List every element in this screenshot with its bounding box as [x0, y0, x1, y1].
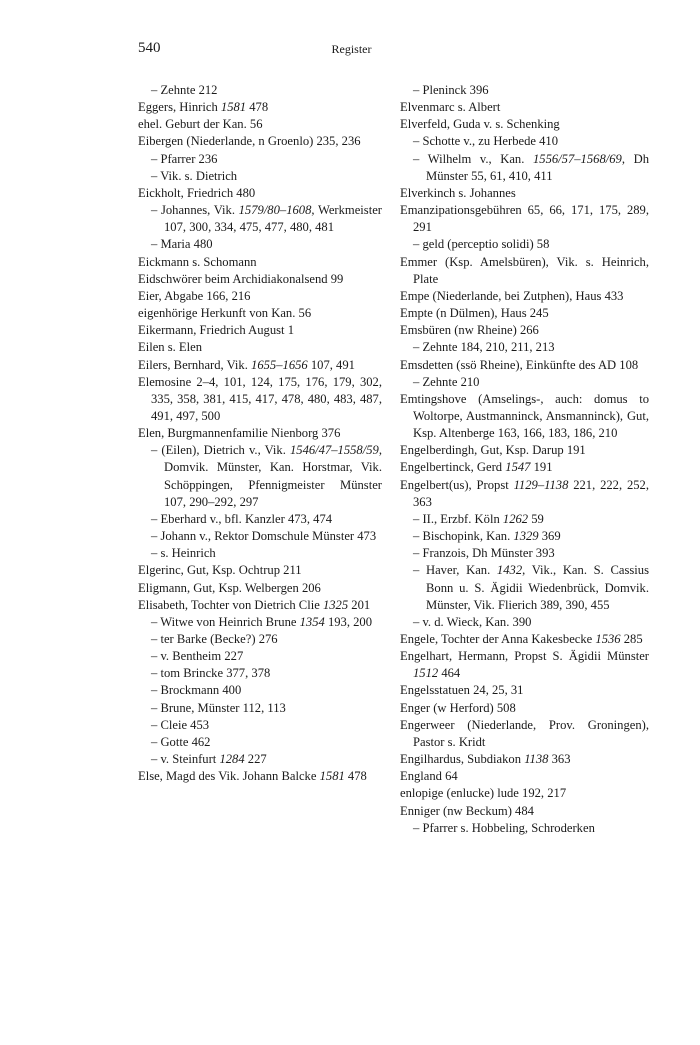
entry-text: Elverkinch s. Johannes: [400, 185, 516, 200]
entry-date: 1432: [496, 563, 523, 578]
entry-text: Elen, Burgmannenfamilie Nienborg 376: [138, 426, 341, 441]
entry-date: 1512: [413, 666, 439, 681]
index-entry: [138, 254, 382, 271]
entry-text: Elverfeld, Guda v. s. Schenking: [400, 117, 560, 132]
entry-dash: –: [151, 683, 161, 698]
entry-date: 1546/47–1558/59: [289, 443, 379, 458]
entry-date: 1329: [513, 529, 539, 544]
index-entry: [138, 580, 382, 597]
entry-text: Zehnte 184, 210, 211, 213: [422, 340, 555, 355]
index-entry: [138, 528, 382, 545]
index-entry: [400, 751, 649, 768]
entry-dash: –: [151, 511, 161, 526]
entry-dash: –: [413, 151, 428, 166]
index-entry: [400, 322, 649, 339]
entry-text: , Werkmeister 107, 300, 334, 475, 477, 480, 481: [164, 203, 382, 235]
entry-text: Brockmann 400: [160, 683, 242, 698]
index-entry: [138, 374, 382, 425]
entry-text: Johann v., Rektor Domschule Münster 473: [160, 529, 377, 544]
entry-text: Maria 480: [160, 237, 213, 252]
entry-text: Empe (Niederlande, bei Zutphen), Haus 433: [400, 288, 624, 303]
index-entry: [400, 202, 649, 236]
entry-text: tom Brincke 377, 378: [160, 666, 271, 681]
entry-text: ter Barke (Becke?) 276: [160, 632, 278, 646]
index-entry: [400, 99, 649, 116]
index-entry: [400, 562, 649, 613]
entry-text: 227: [244, 752, 267, 767]
index-entry: [400, 82, 649, 99]
entry-text: 369: [538, 529, 561, 544]
index-entry: [400, 768, 649, 785]
entry-text: enlopige (enlucke) lude 192, 217: [400, 786, 567, 801]
index-entry: [138, 700, 382, 717]
index-entry: [138, 133, 382, 150]
index-entry: [400, 339, 649, 356]
entry-text: Elvenmarc s. Albert: [400, 100, 501, 115]
index-entry: [138, 751, 382, 768]
index-entry: [400, 305, 649, 322]
entry-date: 1556/57–1568/69: [532, 151, 622, 166]
entry-dash: –: [151, 168, 161, 183]
entry-text: Eibergen (Niederlande, n Groenlo) 235, 236: [138, 134, 361, 149]
entry-date: 1138: [524, 752, 549, 767]
page-number: 540: [138, 40, 161, 56]
page-header: [138, 40, 565, 60]
index-entry: [138, 562, 382, 579]
index-entry: [400, 631, 649, 648]
entry-text: Emsbüren (nw Rheine) 266: [400, 323, 539, 338]
entry-text: Cleie 453: [160, 717, 210, 732]
index-entry: [138, 151, 382, 168]
index-entry: [400, 528, 649, 545]
index-entry: [400, 374, 649, 391]
index-entry: [138, 768, 382, 785]
entry-text: Emtingshove (Amselings-, auch: domus to Woltorpe, Austmanninck, Ansmanninck), Gut, Ksp. Altenberge 163, 166, 183, 186, 210: [400, 391, 649, 441]
entry-dash: –: [151, 203, 161, 218]
entry-dash: –: [151, 752, 161, 767]
entry-text: Haver, Kan.: [426, 563, 497, 578]
entry-text: Eikermann, Friedrich August 1: [138, 323, 294, 338]
index-entry: [400, 700, 649, 717]
entry-text: Pfarrer 236: [160, 151, 218, 166]
entry-dash: –: [151, 632, 161, 646]
index-entry: [138, 236, 382, 253]
entry-date: 1262: [502, 511, 529, 526]
entry-text: Engelbert(us), Propst: [400, 477, 514, 492]
running-title: Register: [331, 42, 372, 56]
entry-dash: –: [151, 546, 161, 561]
entry-text: Pfarrer s. Hobbeling, Schroderken: [422, 820, 595, 835]
entry-text: Franzois, Dh Münster 393: [422, 546, 555, 561]
entry-text: Eligmann, Gut, Ksp. Welbergen 206: [138, 580, 321, 595]
entry-text: Engelbertinck, Gerd: [400, 460, 506, 475]
index-entry: [138, 82, 382, 99]
entry-dash: –: [413, 546, 423, 561]
entry-text: Pleninck 396: [422, 83, 489, 97]
entry-text: Eidschwörer beim Archidiakonalsend 99: [138, 271, 344, 286]
entry-dash: –: [413, 529, 423, 544]
entry-date: 1325: [322, 597, 349, 612]
entry-text: (Eilen), Dietrich v., Vik.: [161, 443, 290, 458]
entry-text: s. Heinrich: [160, 546, 216, 561]
index-entry: [400, 236, 649, 253]
index-entry: [138, 271, 382, 288]
entry-text: 363: [548, 752, 571, 767]
entry-text: ehel. Geburt der Kan. 56: [138, 117, 263, 132]
entry-text: Brune, Münster 112, 113: [160, 700, 286, 715]
entry-text: Vik. s. Dietrich: [160, 168, 238, 183]
entry-text: Witwe von Heinrich Brune: [160, 614, 300, 629]
entry-text: Eickmann s. Schomann: [138, 254, 257, 269]
entry-dash: –: [151, 700, 161, 715]
entry-dash: –: [151, 83, 161, 97]
index-entry: [400, 288, 649, 305]
entry-dash: –: [151, 666, 161, 681]
entry-text: Emmer (Ksp. Amelsbüren), Vik. s. Heinrich, Plate: [400, 254, 649, 286]
entry-text: 478: [344, 769, 367, 784]
index-entry: [400, 133, 649, 150]
entry-text: geld (perceptio solidi) 58: [422, 237, 550, 252]
entry-dash: –: [151, 151, 161, 166]
index-entry: [138, 168, 382, 185]
entry-text: Eier, Abgabe 166, 216: [138, 288, 251, 303]
entry-dash: –: [151, 734, 161, 749]
entry-dash: –: [151, 443, 162, 458]
entry-dash: –: [413, 340, 423, 355]
entry-text: 478: [246, 100, 269, 115]
entry-text: Schotte v., zu Herbede 410: [422, 134, 559, 149]
index-entry: [138, 202, 382, 236]
entry-text: Elemosine 2–4, 101, 124, 175, 176, 179, 302, 335, 358, 381, 415, 417, 478, 480, 483, 487, 491, 497, 500: [138, 374, 382, 423]
entry-dash: –: [151, 649, 161, 664]
index-entry: [400, 820, 649, 837]
entry-text: England 64: [400, 769, 458, 784]
entry-text: , Vik., Kan. S. Cassius Bonn u. S. Ägidii Wiedenbrück, Domvik. Münster, Vik. Flierich 389, 390, 455: [426, 563, 649, 612]
entry-text: Empte (n Dülmen), Haus 245: [400, 306, 549, 321]
entry-date: 1536: [595, 632, 621, 646]
entry-dash: –: [151, 237, 161, 252]
index-entry: [400, 477, 649, 511]
entry-text: Bischopink, Kan.: [422, 529, 514, 544]
index-entry: [400, 391, 649, 442]
entry-date: 1129–1138: [513, 477, 569, 492]
index-entry: [400, 185, 649, 202]
index-entry: [138, 442, 382, 511]
entry-dash: –: [413, 374, 423, 389]
entry-text: Else, Magd des Vik. Johann Balcke: [138, 769, 320, 784]
entry-text: 191: [530, 460, 553, 475]
entry-text: eigenhörige Herkunft von Kan. 56: [138, 306, 312, 321]
entry-date: 1581: [220, 100, 247, 115]
index-entry: [138, 339, 382, 356]
entry-date: 1581: [319, 769, 345, 784]
entry-text: Engelsstatuen 24, 25, 31: [400, 683, 524, 698]
index-entry: [138, 631, 382, 648]
entry-dash: –: [413, 820, 423, 835]
entry-text: Elisabeth, Tochter von Dietrich Clie: [138, 597, 323, 612]
entry-text: Johannes, Vik.: [160, 203, 239, 218]
index-entry: [138, 511, 382, 528]
entry-dash: –: [151, 614, 161, 629]
entry-text: Enniger (nw Beckum) 484: [400, 803, 534, 818]
index-entry: [400, 785, 649, 802]
entry-text: Enger (w Herford) 508: [400, 700, 516, 715]
entry-text: 464: [438, 666, 461, 681]
entry-text: Eberhard v., bfl. Kanzler 473, 474: [160, 511, 333, 526]
index-entry: [138, 734, 382, 751]
entry-text: v. d. Wieck, Kan. 390: [422, 614, 532, 629]
entry-text: Engele, Tochter der Anna Kakesbecke: [400, 632, 596, 646]
index-entry: [138, 425, 382, 442]
entry-dash: –: [413, 563, 426, 578]
index-entry: [400, 459, 649, 476]
entry-text: Eilen s. Elen: [138, 340, 203, 355]
entry-text: 221, 222, 252, 363: [413, 477, 649, 509]
entry-text: Elgerinc, Gut, Ksp. Ochtrup 211: [138, 563, 302, 578]
index-entry: [400, 717, 649, 751]
entry-text: Zehnte 212: [160, 83, 218, 97]
entry-text: Engerweer (Niederlande, Prov. Groningen), Pastor s. Kridt: [400, 717, 649, 749]
entry-dash: –: [413, 83, 423, 97]
index-entry: [400, 151, 649, 185]
entry-date: 1579/80–1608: [238, 203, 312, 218]
entry-date: 1284: [219, 752, 245, 767]
entry-date: 1655–1656: [251, 357, 308, 372]
index-entry: [138, 116, 382, 133]
entry-text: Eickholt, Friedrich 480: [138, 185, 256, 200]
index-entry: [400, 648, 649, 682]
entry-dash: –: [413, 511, 423, 526]
entry-text: 285: [620, 632, 643, 646]
index-entry: [138, 185, 382, 202]
index-entry: [138, 288, 382, 305]
entry-text: Zehnte 210: [422, 374, 480, 389]
entry-text: Engelhart, Hermann, Propst S. Ägidii Münster: [400, 649, 649, 664]
index-entry: [400, 116, 649, 133]
entry-text: Emsdetten (ssö Rheine), Einkünfte des AD 108: [400, 357, 639, 372]
index-entry: [400, 614, 649, 631]
index-entry: [400, 803, 649, 820]
index-entry: [400, 254, 649, 288]
index-entry: [138, 597, 382, 614]
index-entry: [138, 305, 382, 322]
entry-text: 107, 491: [307, 357, 355, 372]
index-entry: [138, 648, 382, 665]
index-entry: [400, 545, 649, 562]
index-entry: [400, 357, 649, 374]
entry-text: 201: [348, 597, 371, 612]
index-entry: [138, 665, 382, 682]
entry-text: 59: [528, 511, 544, 526]
entry-date: 1354: [299, 614, 325, 629]
index-entry: [138, 322, 382, 339]
entry-dash: –: [413, 614, 423, 629]
entry-date: 1547: [505, 460, 531, 475]
entry-dash: –: [413, 237, 423, 252]
entry-text: Engilhardus, Subdiakon: [400, 752, 525, 767]
index-entry: [400, 442, 649, 459]
index-entry: [138, 545, 382, 562]
entry-text: Wilhelm v., Kan.: [427, 151, 533, 166]
entry-text: Engelberdingh, Gut, Ksp. Darup 191: [400, 443, 586, 458]
entry-text: Gotte 462: [160, 734, 211, 749]
entry-text: Eilers, Bernhard, Vik.: [138, 357, 252, 372]
index-entry: [138, 614, 382, 631]
entry-text: , Dh Münster 55, 61, 410, 411: [426, 151, 649, 183]
entry-dash: –: [151, 717, 161, 732]
entry-text: , Domvik. Münster, Kan. Horstmar, Vik. Schöppingen, Pfennigmeister Münster 107, 290–292, 297: [164, 443, 382, 509]
entry-text: v. Steinfurt: [160, 752, 220, 767]
index-entry: [138, 717, 382, 734]
index-column-right: [400, 82, 649, 837]
index-entry: [138, 682, 382, 699]
index-entry: [400, 511, 649, 528]
index-entry: [138, 357, 382, 374]
entry-dash: –: [413, 134, 423, 149]
entry-text: Eggers, Hinrich: [138, 100, 221, 115]
index-column-left: [138, 82, 382, 785]
entry-dash: –: [151, 529, 161, 544]
entry-text: 193, 200: [324, 614, 373, 629]
entry-text: II., Erzbf. Köln: [422, 511, 503, 526]
entry-text: Emanzipationsgebühren 65, 66, 171, 175, 289, 291: [400, 203, 649, 235]
index-entry: [400, 682, 649, 699]
entry-text: v. Bentheim 227: [160, 649, 244, 664]
index-entry: [138, 99, 382, 116]
